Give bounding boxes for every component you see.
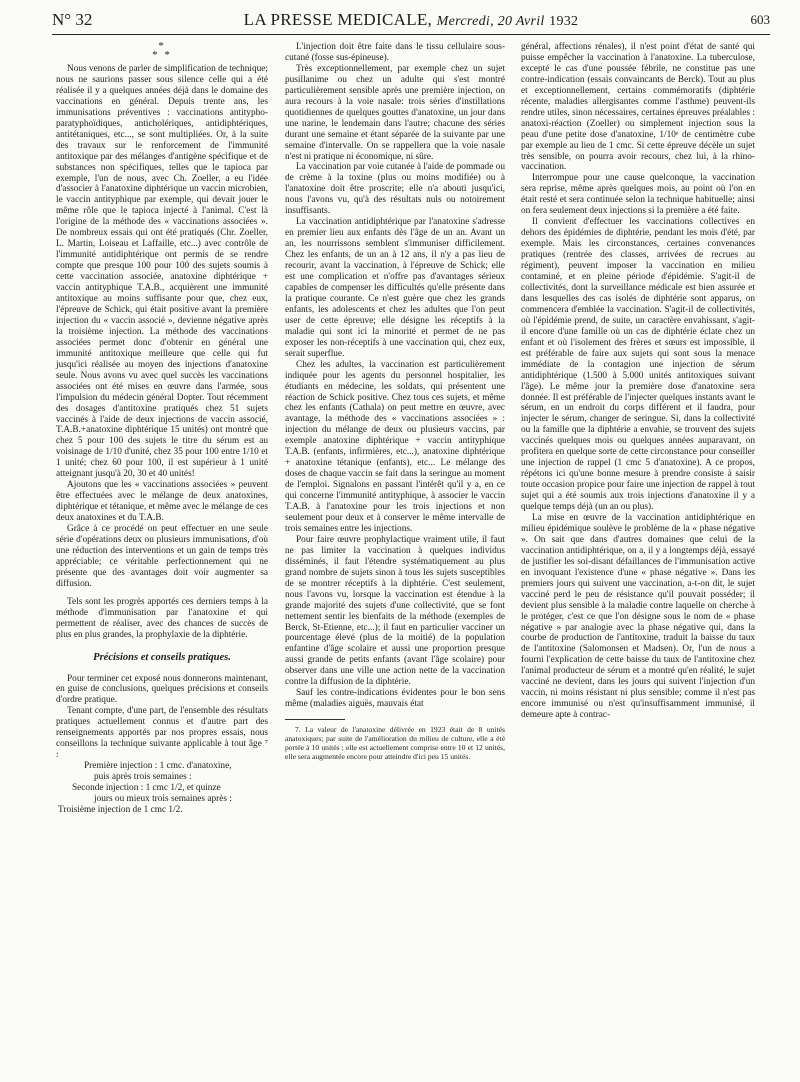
paragraph: Tenant compte, d'une part, de l'ensemble des résultats pratiques actuellement connus et d'autre part des renseignements apportés par nos propres essais, nous conseillons la technique suivante applicable à tout âge ⁷ : xyxy=(56,706,268,761)
paragraph: Interrompue pour une cause quelconque, la vaccination sera reprise, même après quelques mois, au point où l'on en était resté et sera continuée selon la technique habituelle; ainsi on fera seulement deux injections si la première a été faite. xyxy=(521,173,755,217)
paragraph: La mise en œuvre de la vaccination antidiphtérique en milieu épidémique soulève le problème de la « phase négative ». On sait que dans d'autres domaines que celui de la vaccination antidiphtérique, on a, il y a longtemps déjà, essayé de justifier les soi-disant défaillances de l'immunisation active en invoquant l'existence d'une « phase négative ». Dans les premiers jours qui suivent une vaccination, a-t-on dit, le sujet vacciné perd le peu de résistance qu'il pouvait posséder; il devient plus sensible à la maladie contre laquelle on cherche à le protéger, c'est ce que l'on désigne sous le nom de « phase négative » par analogie avec la phase négative qui, dans la courbe de production de l'antitoxine, traduit la baisse du taux de l'antitoxine (Salomonsen et Madsen). Or, l'un de nous a fourni l'explication de cette baisse du taux de l'antitoxine chez l'animal producteur de sérum et a montré qu'en réalité, le sujet vacciné ne devient, dans les jours qui suivent l'injection d'un vaccin, ni moins résistant ni plus sensible; comme il n'est pas encore immunisé ou n'est qu'insuffisamment immunisé, il demeure apte à contrac- xyxy=(521,512,755,721)
column-right xyxy=(521,42,755,721)
schedule-line: puis après trois semaines : xyxy=(94,772,192,783)
schedule-line: Première injection : 1 cmc. d'anatoxine, xyxy=(84,761,232,772)
paragraph: Chez les adultes, la vaccination est particulièrement indiquée pour les agents du personnel hospitalier, les étudiants en médecine, les soldats, qui présentent une réaction de Schick positive. Chez tous ces sujets, et même chez les enfants (Cathala) on peut mettre en œuvre, avec avantage, la méthode des « vaccinations associées » : injection du mélange de deux ou plusieurs vaccins, par exemple anatoxine diphtérique + vaccin antityphique T.A.B. (enfants, infirmières, etc...), anatoxine diphtérique + anatoxine tétanique (enfants), etc... Le mélange des doses de chaque vaccin se fait dans la seringue au moment de l'emploi. Signalons en passant l'intérêt qu'il y a, en ce qui concerne l'immunité antityphique, à associer le vaccin T.A.B. à l'anatoxine pour les trois injections et non seulement pour deux et à conserver le même intervalle de trois semaines entre les injections. xyxy=(285,359,505,534)
paragraph: La vaccination par voie cutanée à l'aide de pommade ou de crème à la toxine (plus ou moins modifiée) ou à l'anatoxine doit être proscrite; elle n'a abouti jusqu'ici, nous l'avons vu, qu'à des résultats nuls ou notoirement insuffisants. xyxy=(285,162,505,217)
page-header xyxy=(52,8,770,35)
schedule-line: Troisième injection de 1 cmc 1/2. xyxy=(58,804,183,815)
paragraph: Il convient d'effectuer les vaccinations collectives en dehors des épidémies de diphtérie, pendant les mois d'été, par exemple. Mais les circonstances, certaines convenances pratiques (rentrée des classes, arrivées de recrues au régiment), peuvent imposer la vaccination en milieu contaminé, et en pleine période d'épidémie. S'agit-il de collectivités, dont la surveillance médicale est bien assurée et dans lesquelles des cas isolés de diphtérie sont apparus, on commencera d'emblée la vaccination. S'agit-il de collectivités, où l'épidémie prend, de suite, un caractère envahissant, s'agit-il encore d'une famille où un cas de diphtérie éclate chez un enfant et où l'isolement des frères et sœurs est impossible, il est préférable de faire aux sujets qui sont sous la menace immédiate de la contagion une injection de sérum antidiphtérique (1.500 à 5.000 unités antitoxiques suivant l'âge). Le même jour la première dose d'anatoxine sera donnée. Il est préférable de l'injecter quelques instants avant le sérum, en un endroit du corps différent et il faudra, pour injecter le sérum, changer de seringue. Si, dans la collectivité ou la famille que la diphtérie a envahie, se trouvent des sujets vaccinés quelques mois ou quelques années auparavant, on profitera en quelque sorte de cette circonstance pour conseiller une injection de rappel (1 cmc 5 d'anatoxine). A ce propos, répétons ici qu'une bonne mesure à prendre consiste à saisir toute occasion propice pour faire une injection de rappel à tout sujet qui a été soumis aux trois injections d'anatoxine il y a quelque temps déjà (un an ou plus). xyxy=(521,217,755,513)
footnote-rule xyxy=(285,719,345,720)
paragraph: La vaccination antidiphtérique par l'anatoxine s'adresse en premier lieu aux enfants dès l'âge de un an. Avant un an, les nourrissons semblent s'immuniser difficilement. Chez les enfants, de un an à 12 ans, il n'y a pas lieu de recourir, avant la vaccination, à l'épreuve de Schick; elle est une complication et n'offre pas d'avantages sérieux capables de compenser les difficultés qu'elle présente dans la pratique courante. Ce n'est guère que chez les grands enfants, les adolescents et chez les adultes que l'on peut user de cette épreuve; elle désigne les réceptifs à la maladie qui sont ici la minorité et permet de ne pas exposer les non-réceptifs à une vaccination qui, chez eux, serait superflue. xyxy=(285,217,505,359)
journal-name: LA PRESSE MEDICALE, xyxy=(243,10,433,29)
paragraph: Pour faire œuvre prophylactique vraiment utile, il faut ne pas limiter la vaccination à quelques individus disséminés, il faut l'étendre systématiquement au plus grand nombre de sujets sinon à tous les sujets susceptibles de se montrer réceptifs à la diphtérie. C'est seulement, nous l'avons vu, lorsque la vaccination est étendue à la grande majorité des sujets d'une collectivité, que se font nettement sentir les bienfaits de la méthode (exemples de Berck, St-Etienne, etc...); il faut en particulier vacciner un pourcentage élevé (plus de la moitié) de la population enfantine d'âge scolaire et aussi une proportion presque aussi grande de petits enfants (avant l'âge scolaire) pour observer dans une ville une action nette de la vaccination contre la diffusion de la diphtérie. xyxy=(285,534,505,688)
paragraph: L'injection doit être faite dans le tissu cellulaire sous-cutané (fosse sus-épineuse). xyxy=(285,42,505,63)
masthead xyxy=(52,10,770,30)
paragraph: Tels sont les progrès apportés ces derniers temps à la méthode d'immunisation par l'anatoxine et qui permettent de réaliser, avec des chances de succès de plus en plus grandes, la prophylaxie de la diphtérie. xyxy=(56,596,268,640)
paragraph: Pour terminer cet exposé nous donnerons maintenant, en guise de conclusions, quelques précisions et conseils d'ordre pratique. xyxy=(56,673,268,706)
issue-year: 1932 xyxy=(549,14,579,29)
paragraph: Très exceptionnellement, par exemple chez un sujet pusillanime ou chez un adulte qui s'est montré particulièrement sensible après une première injection, on aura recours à la voie nasale: trois séries d'instillations quotidiennes de quelques gouttes d'anatoxine, un jour dans une narine, le lendemain dans l'autre; chacune des séries durant une semaine et étant séparée de la suivante par une semaine d'intervalle. On se rappellera que la voie nasale n'est ni pratique ni économique, ni sûre. xyxy=(285,63,505,162)
page-number: 603 xyxy=(750,12,770,27)
section-mark: * * * xyxy=(152,40,172,61)
column-left xyxy=(56,42,268,816)
issue-number: N° 32 xyxy=(52,10,93,29)
section-subheading: Précisions et conseils pratiques. xyxy=(93,651,231,663)
issue-date: Mercredi, 20 Avril xyxy=(436,14,545,29)
footnote-text: 7. La valeur de l'anatoxine délivrée en 1923 était de 8 unités anatoxiques; par suite de l'amélioration du milieu de culture, elle a été portée à 10 unités ; elle est actuellement comprise entre 10 et 12 unités, elle sera augmentée encore pour atteindre d'ici peu 15 unités. xyxy=(285,725,505,762)
paragraph: Sauf les contre-indications évidentes pour le bon sens même (maladies aiguës, mauvais état xyxy=(285,688,505,710)
injection-schedule xyxy=(56,761,268,816)
paragraph: Nous venons de parler de simplification de technique; nous ne saurions passer sous silence celle qui a été réalisée il y a quelques années déjà dans le domaine des vaccinations en général. Depuis trente ans, les immunisations préventives : vaccinations antitypho-paratyphoïdiques, anticholériques, antidiphtériques, antitétaniques, etc..., se sont multipliées. Or, à la suite des travaux sur le renforcement de l'immunité antitoxique par des mélanges d'antigène spécifique et de substances non spécifiques, telles que le tapioca par exemple, l'un de nous, avec Ch. Zoeller, a eu l'idée d'associer à l'anatoxine diphtérique un vaccin microbien, le vaccin antityphique par exemple, qui devait jouer le même rôle que le tapioca injecté à l'animal. C'est là l'origine de la méthode des « vaccinations associées ». De nombreux essais qui ont été pratiqués (Chr. Zoeller, L. Martin, Loiseau et Laffaille, etc...) avec contrôle de l'immunité antidiphtérique ont permis de se rendre compte que presque 100 pour 100 des sujets soumis à cette vaccination associée, anatoxine diphtérique + vaccin antityphique T.A.B., acquièrent une immunité antitoxique au moins suffisante pour que, chez eux, l'épreuve de Schick, qui était positive avant la première injection du « vaccin associé », devienne négative après la troisième injection. La méthode des vaccinations associées permet donc d'obtenir en général une immunité antitoxique meilleure que celle qui fut jusqu'ici réalisée au moyen des injections d'anatoxine seule. Nous avons vu avec quel succès les vaccinations associées ont été mises en œuvre dans l'armée, sous l'impulsion du médecin général Dopter. Tout récemment des dosages d'antitoxine pratiqués chez 51 sujets vaccinés à l'aide de deux injections de vaccin associé, T.A.B.+anatoxine diphtérique 15 unités) ont montré que chez 5 pour 100 des sujets le titre du sérum est au voisinage de 1/10 d'unité, chez 35 pour 100 entre 1/10 et 1 unité; chez 60 pour 100, il est supérieur à 1 unité atteignant jusqu'à 20, 30 et 40 unités! xyxy=(56,64,268,480)
paragraph: Ajoutons que les « vaccinations associées » peuvent être effectuées avec le mélange de deux anatoxines, diphtérique et tétanique, et même avec le mélange de ces deux anatoxines et du T.A.B. xyxy=(56,480,268,524)
paragraph: général, affections rénales), il n'est point d'état de santé qui puisse empêcher la vaccination à l'anatoxine. La tuberculose, excepté le cas d'une poussée fébrile, ne constitue pas une contre-indication (essais convaincants de Berck). Tout au plus et exceptionnellement, certains commémoratifs (diphtérie récente, maladies allergisantes comme l'asthme) peuvent-ils rendre utiles, sinon nécessaires, certaines épreuves préalables : anatoxi-réaction (Zoeller) ou simplement injection sous la peau d'une petite dose d'anatoxine, 1/10ᵉ de centimètre cube par exemple au lieu de 1 cmc. Si cette épreuve décèle un sujet très sensible, on pourra avoir recours, chez lui, à la rhino-vaccination. xyxy=(521,42,755,173)
schedule-line: jours ou mieux trois semaines après : xyxy=(94,794,232,804)
footnote xyxy=(285,725,505,761)
paragraph: Grâce à ce procédé on peut effectuer en une seule série d'opérations deux ou plusieurs immunisations, d'où une réduction des interventions et un gain de temps très appréciable; ce véritable perfectionnement qui ne présente que des avantages doit voir augmenter sa diffusion. xyxy=(56,524,268,589)
column-middle xyxy=(285,42,505,761)
schedule-line: Seconde injection : 1 cmc 1/2, et quinze xyxy=(72,783,221,794)
